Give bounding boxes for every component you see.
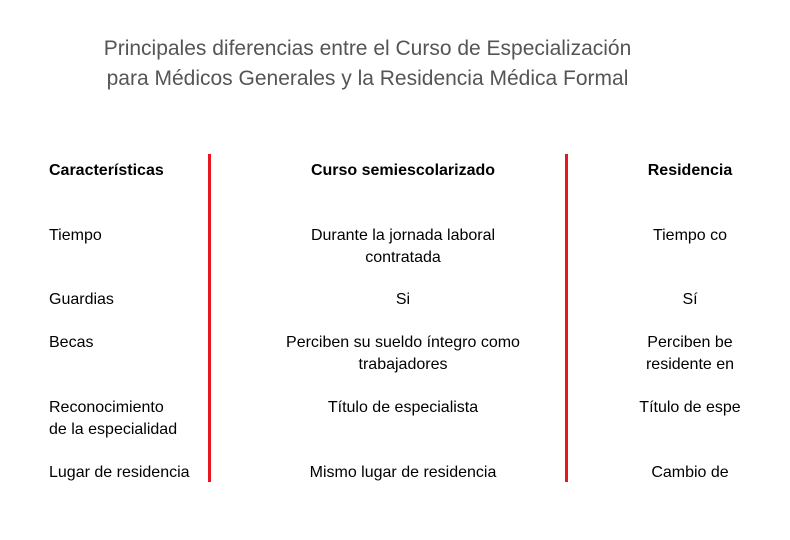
table-cell-curso	[238, 289, 568, 311]
header-caracteristicas: Características	[49, 162, 164, 179]
table-cell-feature	[49, 332, 93, 354]
table-cell-residencia	[590, 289, 790, 311]
table-cell-feature	[49, 462, 190, 484]
table-cell-curso	[238, 332, 568, 376]
table-cell-feature	[49, 397, 177, 441]
cell-line: contratada	[365, 249, 441, 266]
table-cell-residencia	[590, 462, 790, 484]
cell-line: Mismo lugar de residencia	[309, 464, 497, 481]
cell-line: Si	[395, 291, 411, 308]
cell-line: Becas	[49, 334, 94, 351]
title-line-1: Principales diferencias entre el Curso de Especialización	[103, 37, 632, 60]
column-divider-1	[208, 154, 211, 482]
cell-line: trabajadores	[358, 356, 448, 373]
slide-title	[0, 34, 735, 94]
cell-line: Durante la jornada laboral	[310, 227, 496, 244]
table-cell-curso	[238, 462, 568, 484]
table-cell-residencia	[590, 225, 790, 247]
header-curso: Curso semiescolarizado	[310, 162, 496, 179]
cell-line: Título de especialista	[327, 399, 479, 416]
cell-line: Perciben be	[647, 334, 733, 351]
table-cell-feature	[49, 289, 114, 311]
cell-line: Perciben su sueldo íntegro como	[286, 334, 520, 351]
title-line-2: para Médicos Generales y la Residencia Médica Formal	[106, 67, 629, 90]
header-residencia: Residencia	[647, 162, 733, 179]
table-cell-feature	[49, 225, 102, 247]
cell-line: Cambio de	[651, 464, 729, 481]
table-cell-residencia	[590, 397, 790, 419]
cell-line: Título de espe	[639, 399, 741, 416]
table-cell-curso	[238, 225, 568, 269]
table-cell-residencia	[590, 332, 790, 376]
cell-line: residente en	[645, 356, 735, 373]
cell-line: Lugar de residencia	[49, 464, 190, 481]
cell-line: Sí	[682, 291, 698, 308]
table-cell-curso	[238, 397, 568, 419]
cell-line: Reconocimiento	[49, 399, 164, 416]
cell-line: de la especialidad	[49, 421, 178, 438]
cell-line: Guardias	[49, 291, 114, 308]
cell-line: Tiempo co	[652, 227, 728, 244]
column-divider-2	[565, 154, 568, 482]
cell-line: Tiempo	[49, 227, 102, 244]
